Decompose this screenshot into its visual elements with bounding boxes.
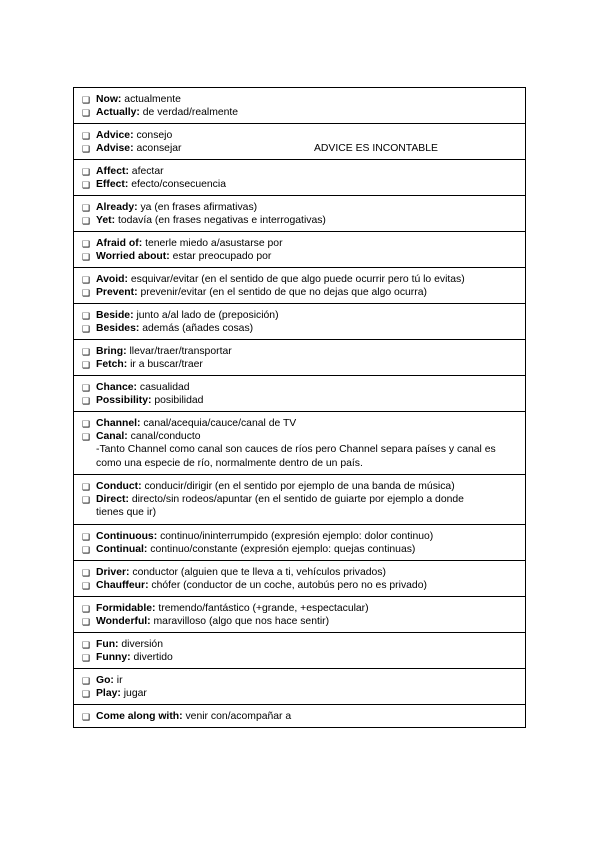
definition: conductor (alguien que te lleva a ti, vehículos privados) [132, 566, 386, 578]
term: Yet: [96, 215, 116, 226]
table-row [74, 475, 525, 525]
table-row [74, 196, 525, 232]
table-row [74, 633, 525, 669]
term: Now: [96, 94, 122, 105]
definition: venir con/acompañar a [185, 710, 292, 722]
definition: junto a/al lado de (preposición) [136, 310, 279, 321]
list-item [82, 417, 519, 430]
definition: maravilloso (algo que nos hace sentir) [153, 615, 330, 627]
checkbox-bullet-icon: ❑ [82, 711, 91, 722]
list-item [82, 381, 519, 394]
definition: canal/conducto [130, 431, 201, 442]
definition: divertido [133, 651, 173, 663]
note: ADVICE ES INCONTABLE [314, 143, 438, 154]
definition: canal/acequia/cauce/canal de TV [143, 418, 297, 429]
list-item [82, 178, 519, 191]
definition: jugar [123, 687, 147, 699]
definition: actualmente [124, 94, 181, 105]
term: Effect: [96, 179, 129, 190]
term: Canal: [96, 431, 128, 442]
list-item [82, 142, 519, 155]
definition: efecto/consecuencia [131, 179, 226, 190]
checkbox-bullet-icon: ❑ [82, 482, 91, 492]
definition: casualidad [139, 382, 190, 393]
term: Possibility: [96, 395, 152, 406]
term: Besides: [96, 323, 140, 334]
term: Come along with: [96, 710, 183, 722]
list-item [82, 579, 519, 592]
definition: ir [116, 674, 123, 686]
table-row [74, 597, 525, 633]
checkbox-bullet-icon: ❑ [82, 603, 91, 614]
list-item [82, 250, 519, 263]
term: Chauffeur: [96, 579, 149, 591]
table-row [74, 376, 525, 412]
list-item [82, 710, 519, 723]
list-item [82, 358, 519, 371]
list-item [82, 322, 519, 335]
term: Bring: [96, 346, 127, 357]
checkbox-bullet-icon: ❑ [82, 239, 91, 249]
checkbox-bullet-icon: ❑ [82, 180, 91, 190]
continuation-text: -Tanto Channel como canal son cauces de ríos pero Channel separa países y canal es como una especie de río, normalmente dentro de un país. [96, 444, 496, 469]
term: Continuous: [96, 530, 158, 542]
term: Go: [96, 674, 114, 686]
definition: todavía (en frases negativas e interrogativas) [117, 215, 326, 226]
list-item [82, 201, 519, 214]
table-row [74, 705, 525, 727]
list-item [82, 93, 519, 106]
checkbox-bullet-icon: ❑ [82, 544, 91, 555]
list-item [82, 394, 519, 407]
term: Chance: [96, 382, 137, 393]
checkbox-bullet-icon: ❑ [82, 311, 91, 321]
list-item [82, 602, 519, 615]
term: Fun: [96, 638, 119, 650]
table-row [74, 268, 525, 304]
definition: posibilidad [154, 395, 204, 406]
term: Funny: [96, 651, 131, 663]
list-item [82, 129, 519, 142]
checkbox-bullet-icon: ❑ [82, 383, 91, 393]
definition: continuo/constante (expresión ejemplo: quejas continuas) [150, 543, 416, 555]
list-item [82, 566, 519, 579]
checkbox-bullet-icon: ❑ [82, 95, 91, 105]
term: Fetch: [96, 359, 128, 370]
list-item [82, 286, 519, 299]
definition: de verdad/realmente [142, 107, 239, 118]
table-row [74, 669, 525, 705]
table-row [74, 88, 525, 124]
checkbox-bullet-icon: ❑ [82, 203, 91, 213]
table-row [74, 561, 525, 597]
list-item [82, 165, 519, 178]
term: Avoid: [96, 274, 128, 285]
checkbox-bullet-icon: ❑ [82, 396, 91, 406]
checkbox-bullet-icon: ❑ [82, 167, 91, 177]
checkbox-bullet-icon: ❑ [82, 216, 91, 226]
definition: prevenir/evitar (en el sentido de que no dejas que algo ocurra) [140, 287, 427, 298]
term: Actually: [96, 107, 140, 118]
list-item [82, 309, 519, 322]
checkbox-bullet-icon: ❑ [82, 288, 91, 298]
checkbox-bullet-icon: ❑ [82, 675, 91, 686]
checkbox-bullet-icon: ❑ [82, 688, 91, 699]
list-item [82, 430, 519, 443]
list-item [82, 543, 519, 556]
checkbox-bullet-icon: ❑ [82, 131, 91, 141]
definition: llevar/traer/transportar [129, 346, 232, 357]
term: Advise: [96, 143, 134, 154]
list-item [82, 638, 519, 651]
term: Conduct: [96, 481, 142, 492]
term: Afraid of: [96, 238, 143, 249]
term: Advice: [96, 130, 134, 141]
checkbox-bullet-icon: ❑ [82, 616, 91, 627]
definition: ya (en frases afirmativas) [140, 202, 258, 213]
definition: tremendo/fantástico (+grande, +espectacular) [158, 602, 369, 614]
checkbox-bullet-icon: ❑ [82, 360, 91, 370]
definition: esquivar/evitar (en el sentido de que algo puede ocurrir pero tú lo evitas) [130, 274, 465, 285]
checkbox-bullet-icon: ❑ [82, 108, 91, 118]
definition: afectar [131, 166, 164, 177]
list-item [82, 237, 519, 250]
checkbox-bullet-icon: ❑ [82, 567, 91, 578]
list-item [82, 106, 519, 119]
list-item [82, 214, 519, 227]
term: Already: [96, 202, 138, 213]
checkbox-bullet-icon: ❑ [82, 419, 91, 429]
checkbox-bullet-icon: ❑ [82, 144, 91, 154]
list-item [82, 493, 519, 506]
checkbox-bullet-icon: ❑ [82, 580, 91, 591]
checkbox-bullet-icon: ❑ [82, 252, 91, 262]
table-row [74, 232, 525, 268]
list-item [82, 530, 519, 543]
table-row [74, 412, 525, 475]
term: Direct: [96, 494, 129, 505]
checkbox-bullet-icon: ❑ [82, 639, 91, 650]
term: Affect: [96, 166, 129, 177]
term: Worried about: [96, 251, 170, 262]
term: Play: [96, 687, 121, 699]
definition: directo/sin rodeos/apuntar (en el sentido de guiarte por ejemplo a donde [131, 494, 464, 505]
table-row [74, 160, 525, 196]
term: Driver: [96, 566, 130, 578]
list-item [82, 273, 519, 286]
checkbox-bullet-icon: ❑ [82, 275, 91, 285]
definition: conducir/dirigir (en el sentido por ejemplo de una banda de música) [144, 481, 455, 492]
checkbox-bullet-icon: ❑ [82, 495, 91, 505]
list-item [82, 480, 519, 493]
checkbox-bullet-icon: ❑ [82, 324, 91, 334]
checkbox-bullet-icon: ❑ [82, 432, 91, 442]
checkbox-bullet-icon: ❑ [82, 531, 91, 542]
list-item [82, 345, 519, 358]
vocabulary-table [73, 87, 526, 728]
table-row [74, 304, 525, 340]
list-item [82, 687, 519, 700]
continuation-text: tienes que ir) [96, 507, 157, 518]
definition: consejo [136, 130, 173, 141]
definition: continuo/ininterrumpido (expresión ejemplo: dolor continuo) [160, 530, 434, 542]
table-row [74, 525, 525, 561]
definition: tenerle miedo a/asustarse por [145, 238, 283, 249]
table-row [74, 340, 525, 376]
list-item [82, 615, 519, 628]
term: Wonderful: [96, 615, 151, 627]
term: Prevent: [96, 287, 138, 298]
definition: además (añades cosas) [142, 323, 254, 334]
definition: diversión [121, 638, 163, 650]
checkbox-bullet-icon: ❑ [82, 652, 91, 663]
term: Continual: [96, 543, 148, 555]
term: Formidable: [96, 602, 156, 614]
list-item [82, 651, 519, 664]
checkbox-bullet-icon: ❑ [82, 347, 91, 357]
list-item [82, 674, 519, 687]
table-row [74, 124, 525, 160]
definition: ir a buscar/traer [130, 359, 203, 370]
definition: estar preocupado por [172, 251, 272, 262]
definition: aconsejar [136, 143, 182, 154]
definition: chófer (conductor de un coche, autobús pero no es privado) [151, 579, 427, 591]
term: Beside: [96, 310, 134, 321]
term: Channel: [96, 418, 141, 429]
